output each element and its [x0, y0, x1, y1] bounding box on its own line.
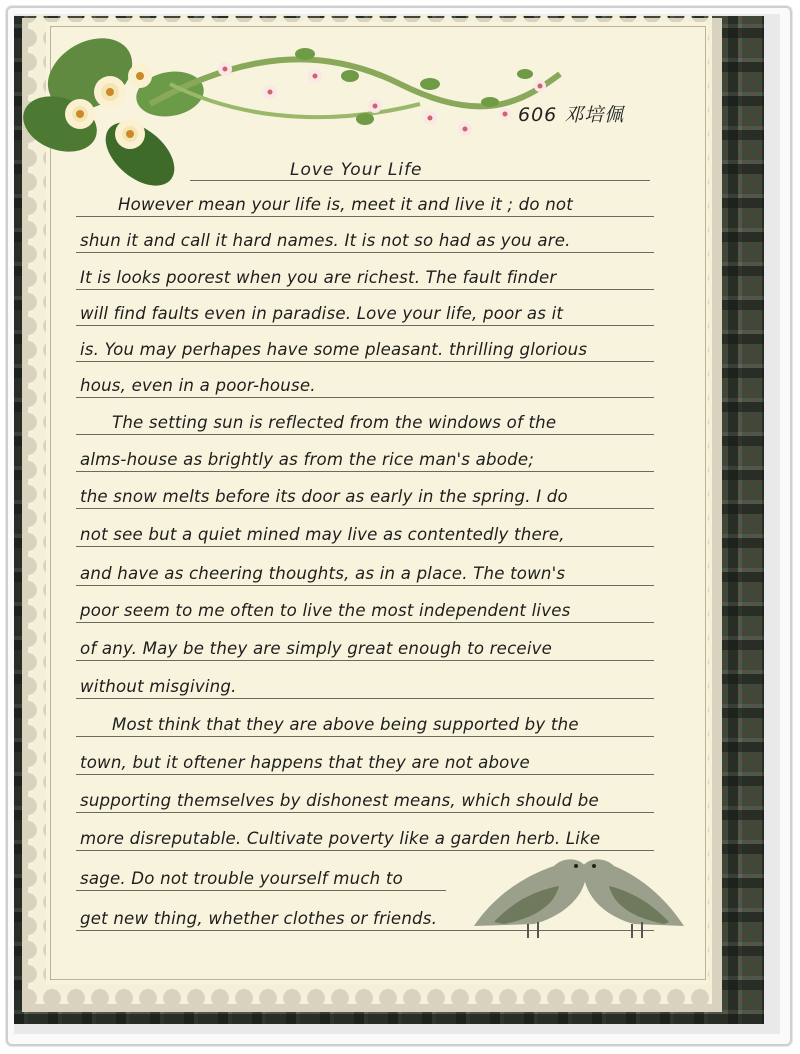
ruled-line: [76, 622, 654, 623]
text-line: However mean your life is, meet it and live it ; do not: [118, 195, 573, 214]
ruled-line: [76, 397, 654, 398]
text-line: of any. May be they are simply great enough to receive: [80, 639, 553, 658]
ruled-line: [76, 585, 654, 586]
ruled-line: [76, 660, 654, 661]
text-line: Most think that they are above being supported by the: [112, 715, 579, 734]
ruled-line: [76, 812, 654, 813]
text-line: the snow melts before its door as early in the spring. I do: [80, 487, 568, 506]
ruled-line: [76, 325, 654, 326]
ruled-line: [76, 361, 654, 362]
ruled-line: [76, 508, 654, 509]
text-line: will find faults even in paradise. Love your life, poor as it: [80, 304, 564, 323]
text-line: alms-house as brightly as from the rice man's abode;: [80, 450, 535, 469]
text-line: sage. Do not trouble yourself much to: [80, 869, 403, 888]
right-bird-icon: [574, 859, 684, 938]
essay-title: Love Your Life: [290, 160, 423, 180]
ruled-line: [76, 216, 654, 217]
ruled-line: [76, 434, 654, 435]
ruled-line: [76, 890, 446, 891]
text-line: The setting sun is reflected from the windows of the: [112, 413, 557, 432]
text-line: shun it and call it hard names. It is not so had as you are.: [80, 231, 571, 250]
ruled-line: [76, 698, 654, 699]
ruled-line: [76, 736, 654, 737]
text-line: supporting themselves by dishonest means, which should be: [80, 791, 599, 810]
text-line: not see but a quiet mined may live as contentedly there,: [80, 525, 565, 544]
text-line: more disreputable. Cultivate poverty like a garden herb. Like: [80, 829, 601, 848]
author-tag: 606 邓培佩: [518, 104, 625, 126]
text-line: is. You may perhapes have some pleasant. thrilling glorious: [80, 340, 588, 359]
ruled-line: [76, 471, 654, 472]
two-birds-illustration: [464, 846, 694, 946]
title-rule: [190, 180, 650, 181]
text-line: without misgiving.: [80, 677, 237, 696]
ruled-line: [76, 546, 654, 547]
text-line: and have as cheering thoughts, as in a place. The town's: [80, 564, 566, 583]
text-line: It is looks poorest when you are richest. The fault finder: [80, 268, 557, 287]
text-line: poor seem to me often to live the most independent lives: [80, 601, 571, 620]
ruled-line: [76, 252, 654, 253]
ruled-line: [76, 774, 654, 775]
ruled-line: [76, 289, 654, 290]
text-line: town, but it oftener happens that they are not above: [80, 753, 530, 772]
text-line: hous, even in a poor-house.: [80, 376, 316, 395]
text-line: get new thing, whether clothes or friends.: [80, 909, 438, 928]
